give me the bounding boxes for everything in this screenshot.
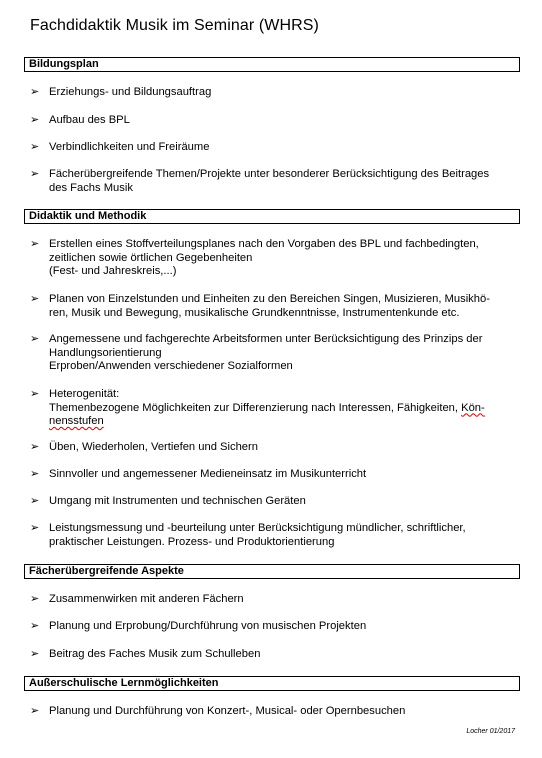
arrow-bullet-icon: ➢: [30, 468, 40, 480]
item-text: Leistungsmessung und -beurteilung unter Berücksichtigung mündlicher, schriftlicher,: [49, 522, 466, 534]
arrow-bullet-icon: ➢: [30, 238, 40, 250]
arrow-bullet-icon: ➢: [30, 141, 40, 153]
item-text: [49, 415, 529, 429]
arrow-bullet-icon: ➢: [30, 648, 40, 660]
item-text: Verbindlichkeiten und Freiräume: [49, 141, 210, 153]
item-text: Planung und Durchführung von Konzert-, Musical- oder Opernbesuchen: [49, 705, 406, 717]
arrow-bullet-icon: ➢: [30, 114, 40, 126]
arrow-bullet-icon: ➢: [30, 168, 40, 180]
item-text: Umgang mit Instrumenten und technischen Geräten: [49, 495, 306, 507]
arrow-bullet-icon: ➢: [30, 333, 40, 345]
arrow-bullet-icon: ➢: [30, 705, 40, 717]
item-text: Üben, Wiederholen, Vertiefen und Sichern: [49, 441, 258, 453]
arrow-bullet-icon: ➢: [30, 620, 40, 632]
section-header-didaktik-methodik: Didaktik und Methodik: [24, 209, 520, 224]
arrow-bullet-icon: ➢: [30, 441, 40, 453]
item-text: Aufbau des BPL: [49, 114, 130, 126]
arrow-bullet-icon: ➢: [30, 293, 40, 305]
spellcheck-word: nensstufen: [49, 415, 104, 427]
item-text: Handlungsorientierung: [49, 346, 162, 359]
item-text: zeitlichen sowie örtlichen Gegebenheiten: [49, 251, 253, 264]
item-text: Erproben/Anwenden verschiedener Sozialformen: [49, 360, 293, 372]
arrow-bullet-icon: ➢: [30, 593, 40, 605]
item-text: des Fachs Musik: [49, 181, 133, 194]
item-text: Fächerübergreifende Themen/Projekte unter besonderer Berücksichtigung des Beitrages: [49, 168, 490, 180]
item-text: Themenbezogene Möglichkeiten zur Differenzierung nach Interessen, Fähigkeiten, Kön-: [49, 401, 485, 414]
arrow-bullet-icon: ➢: [30, 522, 40, 534]
item-text: Erstellen eines Stoffverteilungsplanes nach den Vorgaben des BPL und fachbedingten,: [49, 238, 479, 250]
item-text: Planen von Einzelstunden und Einheiten zu den Bereichen Singen, Musizieren, Musikhö-: [49, 293, 490, 305]
item-text: praktischer Leistungen. Prozess- und Produktorientierung: [49, 535, 335, 548]
item-text: Beitrag des Faches Musik zum Schulleben: [49, 648, 261, 660]
item-text: ren, Musik und Bewegung, musikalische Grundkenntnisse, Instrumentenkunde etc.: [49, 306, 460, 319]
arrow-bullet-icon: ➢: [30, 495, 40, 507]
arrow-bullet-icon: ➢: [30, 388, 40, 400]
section-header-faecheruebergreifend: Fächerübergreifende Aspekte: [24, 564, 520, 579]
section-header-bildungsplan: Bildungsplan: [24, 57, 520, 72]
item-text: Planung und Erprobung/Durchführung von musischen Projekten: [49, 620, 367, 632]
item-text: Angemessene und fachgerechte Arbeitsformen unter Berücksichtigung des Prinzips der: [49, 333, 483, 345]
item-text: Sinnvoller und angemessener Medieneinsatz im Musikunterricht: [49, 468, 367, 480]
item-text: Erziehungs- und Bildungsauftrag: [49, 86, 212, 98]
spellcheck-word: Kön-: [461, 401, 485, 414]
item-text: Heterogenität:: [49, 388, 120, 400]
footer-author-date: Locher 01/2017: [466, 728, 515, 735]
section-header-ausserschulisch: Außerschulische Lernmöglichkeiten: [24, 676, 520, 691]
arrow-bullet-icon: ➢: [30, 86, 40, 98]
item-text: (Fest- und Jahreskreis,...): [49, 265, 177, 277]
item-text: Zusammenwirken mit anderen Fächern: [49, 593, 244, 605]
page-title: Fachdidaktik Musik im Seminar (WHRS): [30, 17, 319, 34]
